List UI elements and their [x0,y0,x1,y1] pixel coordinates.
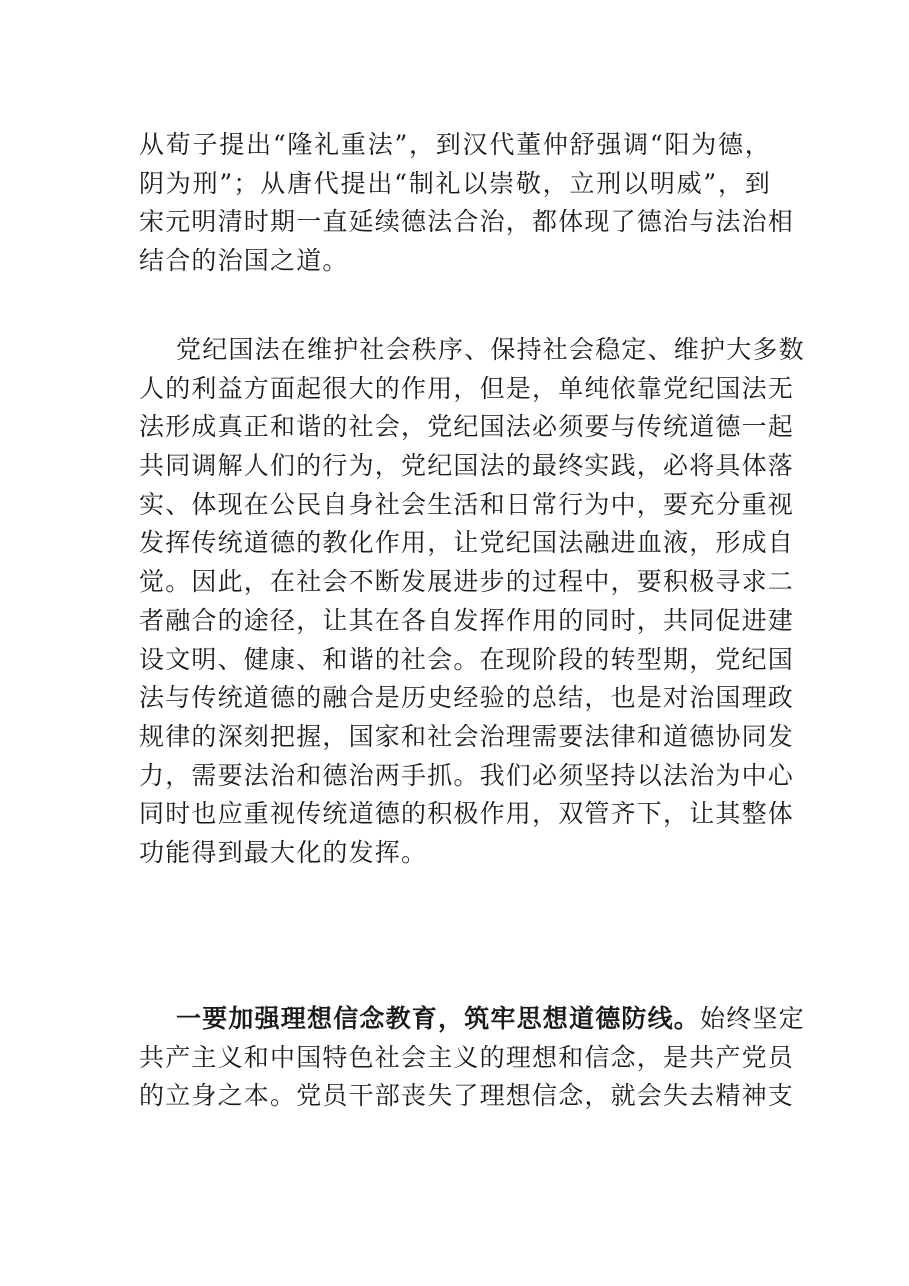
paragraph-line: 力，需要法治和德治两手抓。我们必须坚持以法治为中心 [139,760,795,790]
paragraph-3 [139,1000,805,1116]
paragraph-line: 共产主义和中国特色社会主义的理想和信念，是共产党员 [139,1042,795,1072]
section-heading: 一要加强理想信念教育，筑牢思想道德防线。 [176,1004,701,1033]
paragraph-1 [139,126,795,281]
paragraph-line: 人的利益方面起很大的作用，但是，单纯依靠党纪国法无 [139,373,795,403]
paragraph-line: 者融合的途径，让其在各自发挥作用的同时，共同促进建 [139,605,795,635]
paragraph-line: 的立身之本。党员干部丧失了理想信念，就会失去精神支 [139,1081,795,1111]
paragraph-line: 法与传统道德的融合是历史经验的总结，也是对治国理政 [139,683,795,713]
paragraph-line: 阴为刑”；从唐代提出“制礼以崇敬，立刑以明威”，到 [139,168,771,198]
paragraph-line: 实、体现在公民自身社会生活和日常行为中，要充分重视 [139,489,795,519]
paragraph-line: 宋元明清时期一直延续德法合治，都体现了德治与法治相 [139,207,795,237]
paragraph-line: 觉。因此，在社会不断发展进步的过程中，要积极寻求二 [139,567,795,597]
paragraph-2 [139,331,805,873]
paragraph-line: 发挥传统道德的教化作用，让党纪国法融进血液，形成自 [139,528,795,558]
paragraph-line: 规律的深刻把握，国家和社会治理需要法律和道德协同发 [139,721,795,751]
paragraph-line: 同时也应重视传统道德的积极作用，双管齐下，让其整体 [139,799,795,829]
paragraph-line: 结合的治国之道。 [139,246,349,276]
paragraph-line: 共同调解人们的行为，党纪国法的最终实践，必将具体落 [139,451,795,481]
paragraph-line: 功能得到最大化的发挥。 [139,837,428,867]
paragraph-line: 法形成真正和谐的社会，党纪国法必须要与传统道德一起 [139,412,795,442]
paragraph-line: 从荀子提出“隆礼重法”，到汉代董仲舒强调“阳为德， [139,130,771,159]
paragraph-line: 党纪国法在维护社会秩序、保持社会稳定、维护大多数 [176,335,805,364]
paragraph-line: 设文明、健康、和谐的社会。在现阶段的转型期，党纪国 [139,644,795,674]
heading-continuation: 始终坚定 [700,1004,805,1033]
paragraph-first-line [139,1000,805,1039]
